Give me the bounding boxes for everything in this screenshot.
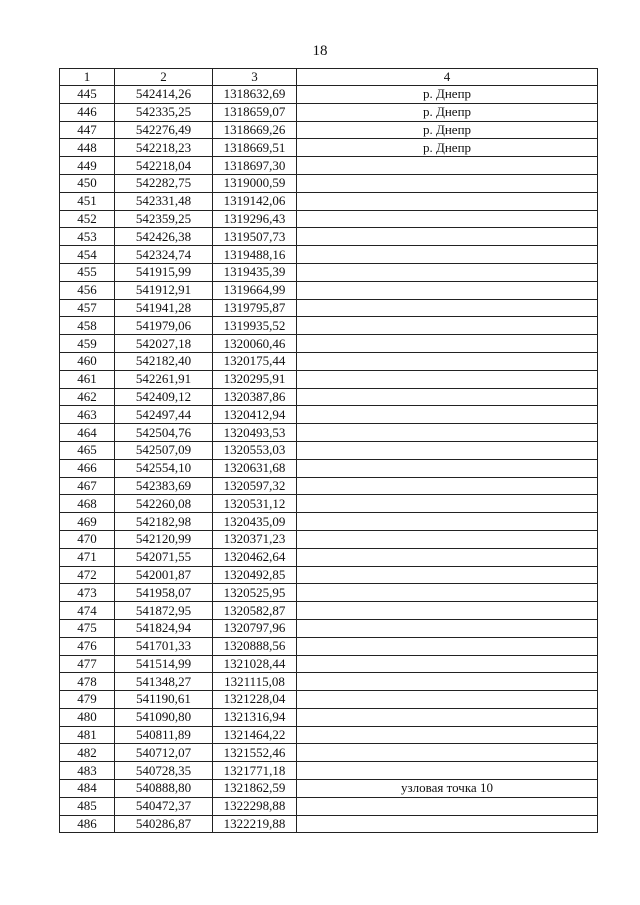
table-row [60,762,598,780]
note-cell [297,441,598,459]
point-number-cell: 470 [60,530,115,548]
note-cell [297,210,598,228]
point-number-cell: 461 [60,370,115,388]
note-cell [297,602,598,620]
y-coordinate-cell: 1318669,51 [213,139,297,157]
x-coordinate-cell: 540472,37 [115,797,213,815]
note-cell [297,192,598,210]
y-coordinate-cell: 1320412,94 [213,406,297,424]
point-number-cell: 458 [60,317,115,335]
point-number-cell: 445 [60,86,115,104]
table-header-row [60,69,598,86]
column-header: 1 [60,69,115,86]
note-cell [297,566,598,584]
table-row [60,441,598,459]
table-row [60,691,598,709]
point-number-cell: 459 [60,335,115,353]
column-header: 4 [297,69,598,86]
note-cell [297,708,598,726]
y-coordinate-cell: 1319142,06 [213,192,297,210]
table-row [60,299,598,317]
x-coordinate-cell: 541701,33 [115,637,213,655]
y-coordinate-cell: 1321552,46 [213,744,297,762]
column-header: 3 [213,69,297,86]
table-body [60,86,598,833]
point-number-cell: 447 [60,121,115,139]
x-coordinate-cell: 542497,44 [115,406,213,424]
x-coordinate-cell: 541090,80 [115,708,213,726]
x-coordinate-cell: 542071,55 [115,548,213,566]
point-number-cell: 460 [60,352,115,370]
table-row [60,192,598,210]
y-coordinate-cell: 1319000,59 [213,174,297,192]
x-coordinate-cell: 542554,10 [115,459,213,477]
note-cell: р. Днепр [297,103,598,121]
y-coordinate-cell: 1319795,87 [213,299,297,317]
note-cell: узловая точка 10 [297,780,598,798]
y-coordinate-cell: 1322219,88 [213,815,297,833]
point-number-cell: 446 [60,103,115,121]
y-coordinate-cell: 1318659,07 [213,103,297,121]
note-cell [297,637,598,655]
y-coordinate-cell: 1319435,39 [213,263,297,281]
point-number-cell: 456 [60,281,115,299]
note-cell [297,655,598,673]
table-row [60,370,598,388]
y-coordinate-cell: 1318697,30 [213,157,297,175]
y-coordinate-cell: 1320631,68 [213,459,297,477]
point-number-cell: 448 [60,139,115,157]
y-coordinate-cell: 1320888,56 [213,637,297,655]
x-coordinate-cell: 542027,18 [115,335,213,353]
table-row [60,673,598,691]
note-cell: р. Днепр [297,121,598,139]
note-cell [297,406,598,424]
table-row [60,388,598,406]
x-coordinate-cell: 542182,40 [115,352,213,370]
table-row [60,619,598,637]
y-coordinate-cell: 1318669,26 [213,121,297,139]
note-cell [297,246,598,264]
note-cell [297,388,598,406]
point-number-cell: 469 [60,513,115,531]
table-row [60,495,598,513]
note-cell [297,424,598,442]
table-row [60,815,598,833]
x-coordinate-cell: 542001,87 [115,566,213,584]
table-row [60,246,598,264]
y-coordinate-cell: 1320797,96 [213,619,297,637]
note-cell [297,335,598,353]
point-number-cell: 454 [60,246,115,264]
x-coordinate-cell: 542218,04 [115,157,213,175]
point-number-cell: 457 [60,299,115,317]
x-coordinate-cell: 542414,26 [115,86,213,104]
x-coordinate-cell: 542282,75 [115,174,213,192]
note-cell [297,762,598,780]
y-coordinate-cell: 1319296,43 [213,210,297,228]
x-coordinate-cell: 541912,91 [115,281,213,299]
y-coordinate-cell: 1321862,59 [213,780,297,798]
table-row [60,637,598,655]
y-coordinate-cell: 1321316,94 [213,708,297,726]
y-coordinate-cell: 1320582,87 [213,602,297,620]
point-number-cell: 463 [60,406,115,424]
x-coordinate-cell: 542426,38 [115,228,213,246]
table-row [60,459,598,477]
note-cell [297,744,598,762]
y-coordinate-cell: 1321464,22 [213,726,297,744]
point-number-cell: 476 [60,637,115,655]
coordinates-table [59,68,598,833]
note-cell: р. Днепр [297,139,598,157]
table-row [60,797,598,815]
y-coordinate-cell: 1321028,44 [213,655,297,673]
table-row [60,744,598,762]
note-cell: р. Днепр [297,86,598,104]
table-row [60,103,598,121]
point-number-cell: 465 [60,441,115,459]
x-coordinate-cell: 540728,35 [115,762,213,780]
x-coordinate-cell: 542120,99 [115,530,213,548]
note-cell [297,673,598,691]
x-coordinate-cell: 542383,69 [115,477,213,495]
x-coordinate-cell: 540712,07 [115,744,213,762]
note-cell [297,299,598,317]
point-number-cell: 462 [60,388,115,406]
x-coordinate-cell: 541979,06 [115,317,213,335]
point-number-cell: 480 [60,708,115,726]
note-cell [297,815,598,833]
note-cell [297,691,598,709]
note-cell [297,174,598,192]
x-coordinate-cell: 540286,87 [115,815,213,833]
note-cell [297,263,598,281]
point-number-cell: 483 [60,762,115,780]
table-row [60,86,598,104]
note-cell [297,352,598,370]
x-coordinate-cell: 541824,94 [115,619,213,637]
x-coordinate-cell: 541958,07 [115,584,213,602]
table-row [60,157,598,175]
table-row [60,335,598,353]
point-number-cell: 474 [60,602,115,620]
y-coordinate-cell: 1320531,12 [213,495,297,513]
point-number-cell: 485 [60,797,115,815]
page-number: 18 [312,43,328,59]
table-row [60,513,598,531]
note-cell [297,157,598,175]
x-coordinate-cell: 541872,95 [115,602,213,620]
x-coordinate-cell: 541190,61 [115,691,213,709]
point-number-cell: 477 [60,655,115,673]
table-row [60,708,598,726]
table-row [60,548,598,566]
point-number-cell: 451 [60,192,115,210]
note-cell [297,370,598,388]
y-coordinate-cell: 1319507,73 [213,228,297,246]
point-number-cell: 486 [60,815,115,833]
column-header: 2 [115,69,213,86]
y-coordinate-cell: 1321771,18 [213,762,297,780]
y-coordinate-cell: 1320175,44 [213,352,297,370]
table-row [60,317,598,335]
x-coordinate-cell: 541941,28 [115,299,213,317]
x-coordinate-cell: 541915,99 [115,263,213,281]
table-row [60,174,598,192]
y-coordinate-cell: 1320525,95 [213,584,297,602]
x-coordinate-cell: 540888,80 [115,780,213,798]
y-coordinate-cell: 1318632,69 [213,86,297,104]
y-coordinate-cell: 1319935,52 [213,317,297,335]
table-row [60,726,598,744]
x-coordinate-cell: 542409,12 [115,388,213,406]
y-coordinate-cell: 1319664,99 [213,281,297,299]
note-cell [297,477,598,495]
x-coordinate-cell: 542218,23 [115,139,213,157]
point-number-cell: 468 [60,495,115,513]
table-row [60,210,598,228]
point-number-cell: 453 [60,228,115,246]
point-number-cell: 466 [60,459,115,477]
table-row [60,281,598,299]
x-coordinate-cell: 541348,27 [115,673,213,691]
x-coordinate-cell: 540811,89 [115,726,213,744]
note-cell [297,228,598,246]
y-coordinate-cell: 1320492,85 [213,566,297,584]
y-coordinate-cell: 1320493,53 [213,424,297,442]
note-cell [297,317,598,335]
note-cell [297,495,598,513]
point-number-cell: 475 [60,619,115,637]
point-number-cell: 478 [60,673,115,691]
table-row [60,602,598,620]
note-cell [297,726,598,744]
table-row [60,566,598,584]
table-row [60,139,598,157]
x-coordinate-cell: 541514,99 [115,655,213,673]
table-row [60,780,598,798]
x-coordinate-cell: 542276,49 [115,121,213,139]
table-row [60,424,598,442]
y-coordinate-cell: 1320060,46 [213,335,297,353]
x-coordinate-cell: 542260,08 [115,495,213,513]
note-cell [297,797,598,815]
table-row [60,584,598,602]
note-cell [297,530,598,548]
table-row [60,352,598,370]
x-coordinate-cell: 542182,98 [115,513,213,531]
table-row [60,655,598,673]
x-coordinate-cell: 542507,09 [115,441,213,459]
x-coordinate-cell: 542335,25 [115,103,213,121]
point-number-cell: 479 [60,691,115,709]
table-row [60,406,598,424]
point-number-cell: 481 [60,726,115,744]
table-row [60,263,598,281]
x-coordinate-cell: 542359,25 [115,210,213,228]
table-row [60,530,598,548]
point-number-cell: 452 [60,210,115,228]
note-cell [297,459,598,477]
note-cell [297,281,598,299]
y-coordinate-cell: 1320462,64 [213,548,297,566]
y-coordinate-cell: 1321115,08 [213,673,297,691]
y-coordinate-cell: 1320553,03 [213,441,297,459]
point-number-cell: 449 [60,157,115,175]
table-row [60,477,598,495]
y-coordinate-cell: 1320387,86 [213,388,297,406]
point-number-cell: 472 [60,566,115,584]
point-number-cell: 484 [60,780,115,798]
note-cell [297,619,598,637]
y-coordinate-cell: 1321228,04 [213,691,297,709]
point-number-cell: 467 [60,477,115,495]
point-number-cell: 471 [60,548,115,566]
y-coordinate-cell: 1319488,16 [213,246,297,264]
x-coordinate-cell: 542324,74 [115,246,213,264]
point-number-cell: 473 [60,584,115,602]
point-number-cell: 455 [60,263,115,281]
note-cell [297,584,598,602]
x-coordinate-cell: 542504,76 [115,424,213,442]
x-coordinate-cell: 542331,48 [115,192,213,210]
point-number-cell: 482 [60,744,115,762]
y-coordinate-cell: 1320597,32 [213,477,297,495]
point-number-cell: 464 [60,424,115,442]
note-cell [297,513,598,531]
y-coordinate-cell: 1320435,09 [213,513,297,531]
point-number-cell: 450 [60,174,115,192]
table-row [60,228,598,246]
table-row [60,121,598,139]
note-cell [297,548,598,566]
x-coordinate-cell: 542261,91 [115,370,213,388]
y-coordinate-cell: 1320295,91 [213,370,297,388]
y-coordinate-cell: 1322298,88 [213,797,297,815]
y-coordinate-cell: 1320371,23 [213,530,297,548]
